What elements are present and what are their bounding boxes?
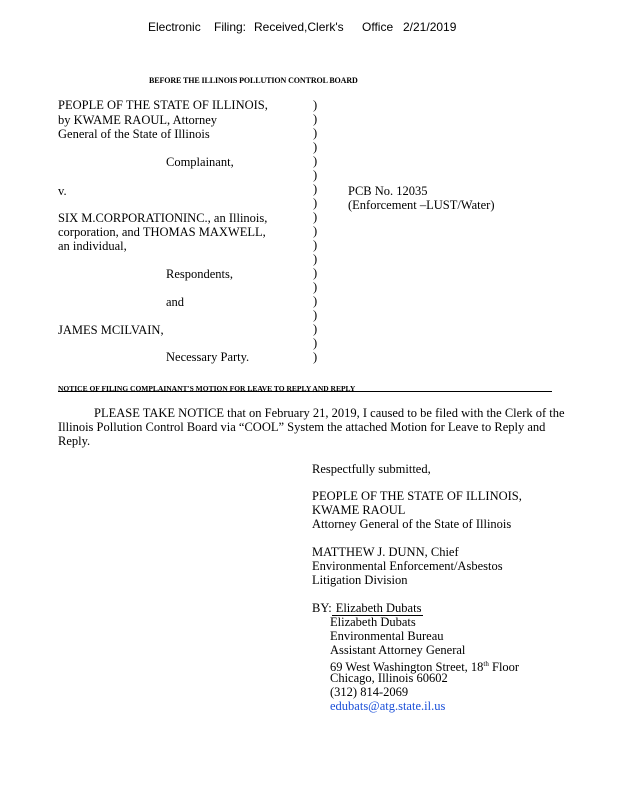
- paren: ): [313, 182, 318, 196]
- body-line-3: Reply.: [58, 434, 91, 448]
- sig-division-2: Litigation Division: [312, 573, 408, 587]
- case-type: (Enforcement –LUST/Water): [348, 198, 495, 212]
- paren: ): [313, 280, 318, 294]
- caption-line-8: an individual,: [58, 239, 127, 253]
- sig-title: Assistant Attorney General: [330, 643, 466, 657]
- paren: ): [313, 294, 318, 308]
- caption-line-6: SIX M.CORPORATIONINC., an Illinois,: [58, 211, 268, 225]
- caption-versus: v.: [58, 184, 67, 198]
- paren: ): [313, 224, 318, 238]
- sig-by-label: BY:: [312, 601, 332, 615]
- filing-header: [0, 20, 618, 36]
- caption-and: and: [166, 295, 185, 309]
- header-office: Office: [362, 20, 394, 34]
- sig-people: PEOPLE OF THE STATE OF ILLINOIS,: [312, 489, 522, 503]
- paren: ): [313, 350, 318, 364]
- sig-city: Chicago, Illinois 60602: [330, 671, 448, 685]
- notice-title-rule: [58, 378, 552, 392]
- caption-line-7: corporation, and THOMAS MAXWELL,: [58, 225, 266, 239]
- closing: Respectfully submitted,: [312, 462, 431, 476]
- paren: ): [313, 266, 318, 280]
- sig-division-1: Environmental Enforcement/Asbestos: [312, 559, 503, 573]
- paren: ): [313, 322, 318, 336]
- notice-title: NOTICE OF FILING COMPLAINANT'S MOTION FOR LEAVE TO REPLY AND REPLY: [58, 384, 356, 393]
- case-number: PCB No. 12035: [348, 184, 428, 198]
- sig-signer: Elizabeth Dubats: [332, 601, 424, 616]
- header-electronic: Electronic: [148, 20, 201, 34]
- sig-ag-name: KWAME RAOUL: [312, 503, 406, 517]
- sig-email-link[interactable]: edubats@atg.state.il.us: [330, 699, 446, 713]
- paren: ): [313, 210, 318, 224]
- paren: ): [313, 252, 318, 266]
- header-date: 2/21/2019: [403, 20, 457, 34]
- sig-name: Elizabeth Dubats: [330, 615, 416, 629]
- header-received: Received,Clerk's: [254, 20, 344, 34]
- body-line-2: Illinois Pollution Control Board via “COOL” System the attached Motion for Leave to Reply and: [58, 420, 546, 434]
- caption-complainant: Complainant,: [166, 155, 234, 169]
- paren: ): [313, 308, 318, 322]
- sig-floor-sup: th: [483, 660, 489, 668]
- paren: ): [313, 98, 318, 112]
- caption-line-11: JAMES MCILVAIN,: [58, 323, 164, 337]
- sig-chief: MATTHEW J. DUNN, Chief: [312, 545, 459, 559]
- paren: ): [313, 112, 318, 126]
- paren: ): [313, 336, 318, 350]
- paren: ): [313, 238, 318, 252]
- caption-line-3: General of the State of Illinois: [58, 127, 210, 141]
- sig-floor: Floor: [492, 660, 520, 675]
- header-filing: Filing:: [214, 20, 247, 34]
- sig-by-line: [312, 601, 423, 615]
- sig-phone: (312) 814-2069: [330, 685, 409, 699]
- caption-line-2: by KWAME RAOUL, Attorney: [58, 113, 218, 127]
- paren: ): [313, 126, 318, 140]
- body-line-1: PLEASE TAKE NOTICE that on February 21, 2019, I caused to be filed with the Clerk of the: [94, 406, 565, 420]
- paren: ): [313, 154, 318, 168]
- sig-bureau: Environmental Bureau: [330, 629, 444, 643]
- caption-line-1: PEOPLE OF THE STATE OF ILLINOIS,: [58, 98, 268, 112]
- caption-necessary-party: Necessary Party.: [166, 350, 250, 364]
- sig-ag-title: Attorney General of the State of Illinois: [312, 517, 512, 531]
- caption-respondents: Respondents,: [166, 267, 234, 281]
- sig-street: 69 West Washington Street, 18: [330, 660, 484, 675]
- paren: ): [313, 168, 318, 182]
- paren: ): [313, 140, 318, 154]
- paren: ): [313, 196, 318, 210]
- board-heading: BEFORE THE ILLINOIS POLLUTION CONTROL BOARD: [149, 76, 358, 85]
